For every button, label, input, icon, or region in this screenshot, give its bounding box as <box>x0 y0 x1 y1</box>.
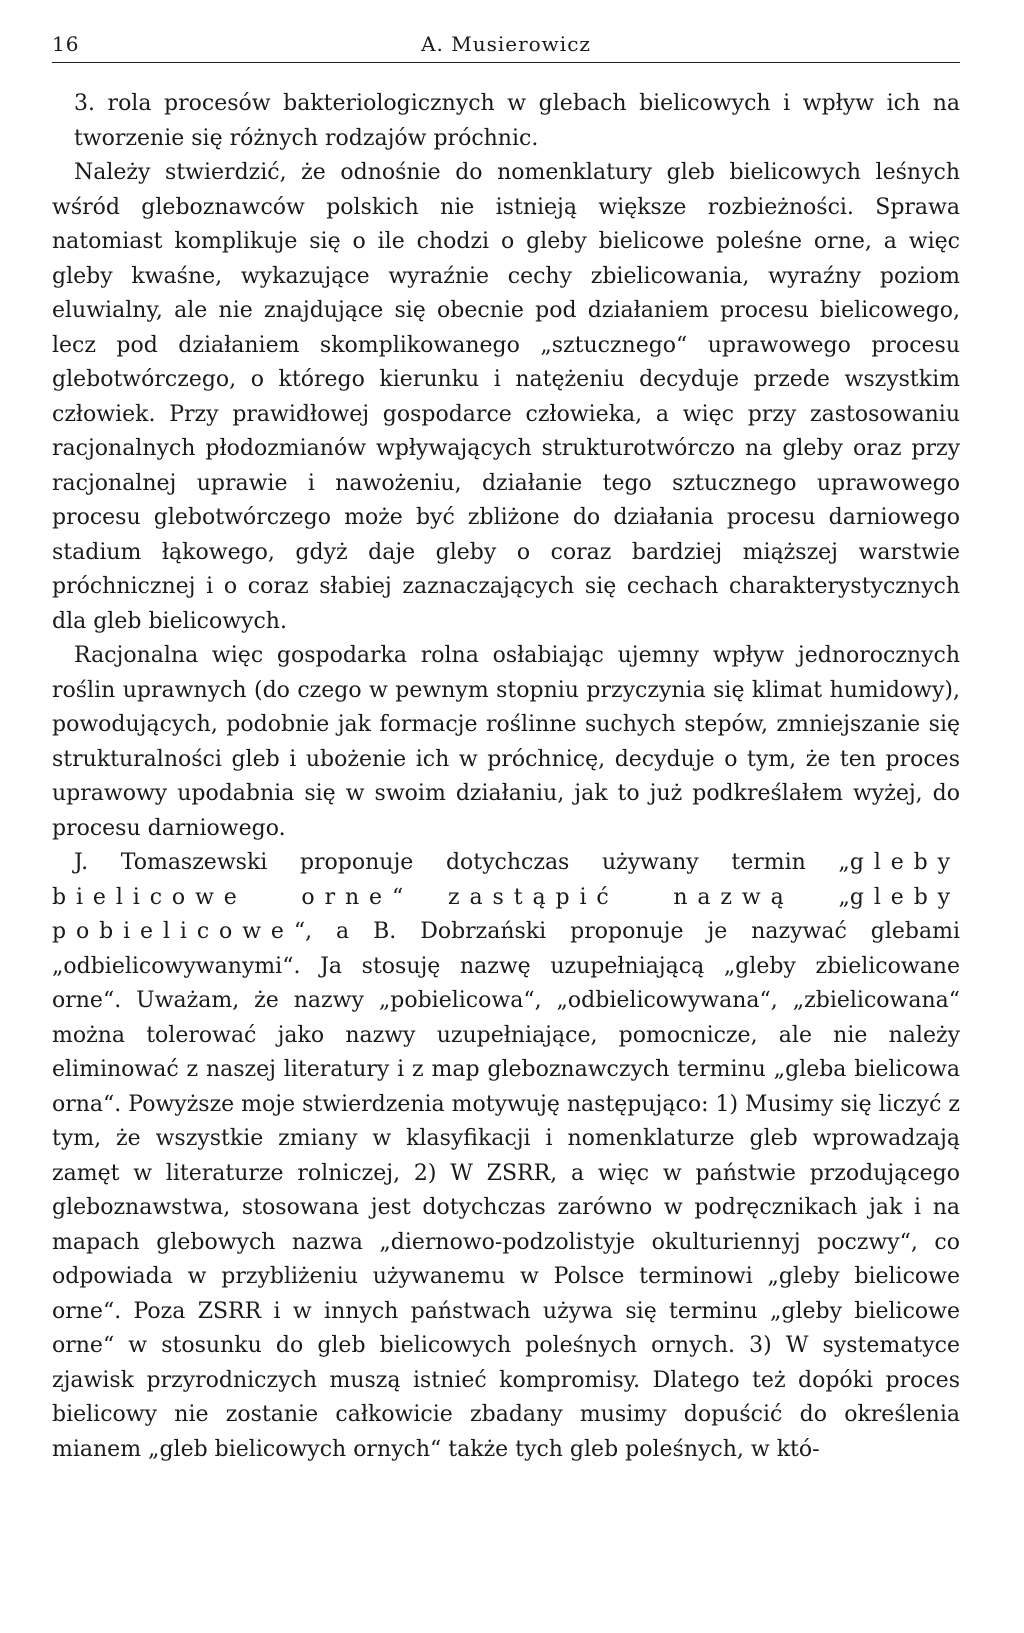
header-rule <box>52 62 960 63</box>
paragraph-text: “, a B. Dobrzański proponuje je nazywać glebami „odbielicowywanymi“. Ja stosuję nazwę uzupełniającą „gleby zbielicowane orne“. Uważam, że nazwy „pobielicowa“, „odbielicowywana“, „zbielicowana“ można tolerować jako nazwy uzupełniające, pomocnicze, ale nie należy eliminować z naszej literatury i z map gleboznawczych terminu „gleba bielicowa orna“. Powyższe moje stwierdzenia motywuję następująco: 1) Musimy się liczyć z tym, że wszystkie zmiany w klasyfikacji i nomenklaturze gleb wprowadzają zamęt w literaturze rolniczej, 2) W ZSRR, a więc w państwie przodującego gleboznawstwa, stosowana jest dotychczas zarówno w podręcznikach jak i na mapach glebowych nazwa „diernowo-podzolistyje okulturiennyj poczwy“, co odpowiada w przybliżeniu używanemu w Polsce terminowi „gleby bielicowe orne“. Poza ZSRR i w innych państwach używa się terminu „gleby bielicowe orne“ w stosunku do gleb bielicowych poleśnych ornych. 3) W systematyce zjawisk przyrodniczych muszą istnieć kompromisy. Dlatego też dopóki proces bielicowy nie zostanie całkowicie zbadany musimy dopuścić do określenia mianem „gleb bielicowych ornych“ także tych gleb poleśnych, w któ- <box>52 919 961 1462</box>
running-head: A. Musierowicz <box>421 32 591 56</box>
page-header <box>52 32 960 62</box>
page <box>52 32 960 1467</box>
paragraph-text: “ <box>391 884 449 910</box>
spaced-term: gleby bielicowe orne <box>52 850 960 910</box>
paragraph: Racjonalna więc gospodarka rolna osłabiając ujemny wpływ jednorocznych roślin uprawnych (do czego w pewnym stopniu przyczynia się klimat humidowy), powodujących, podobnie jak formacje roślinne suchych stepów, zmniejszanie się strukturalności gleb i ubożenie ich w próchnicę, decyduje o tym, że ten proces uprawowy upodabnia się w swoim działaniu, jak to już podkreślałem wyżej, do procesu darniowego. <box>52 643 960 841</box>
paragraph <box>52 846 960 1467</box>
spaced-term: gleby pobielicowe <box>52 884 961 944</box>
paragraph: Należy stwierdzić, że odnośnie do nomenklatury gleb bielicowych leśnych wśród gleboznawców polskich nie istnieją większe rozbieżności. Sprawa natomiast komplikuje się o ile chodzi o gleby bielicowe poleśne orne, a więc gleby kwaśne, wykazujące wyraźnie cechy zbielicowania, wyraźny poziom eluwialny, ale nie znajdujące się obecnie pod działaniem procesu bielicowego, lecz pod działaniem skomplikowanego „sztucznego“ uprawowego procesu glebotwórczego, o którego kierunku i natężeniu decyduje przede wszystkim człowiek. Przy prawidłowej gospodarce człowieka, a więc przy zastosowaniu racjonalnych płodozmianów wpływających strukturotwórczo na gleby oraz przy racjonalnej uprawie i nawożeniu, działanie tego sztucznego uprawowego procesu glebotwórczego może być zbliżone do działania procesu darniowego stadium łąkowego, gdyż daje gleby o coraz bardziej miąższej warstwie próchnicznej i o coraz słabiej zaznaczających się cechach charakterystycznych dla gleb bielicowych. <box>52 160 960 634</box>
paragraph-text: „ <box>793 884 850 910</box>
list-item-3: 3. rola procesów bakteriologicznych w glebach bielicowych i wpływ ich na tworzenie się różnych rodzajów próchnic. <box>74 91 960 151</box>
spaced-term: zastąpić nazwą <box>448 884 794 910</box>
body-text <box>52 87 960 1467</box>
page-number: 16 <box>52 32 80 56</box>
paragraph-text: J. Tomaszewski proponuje dotychczas używany termin „ <box>74 850 850 875</box>
